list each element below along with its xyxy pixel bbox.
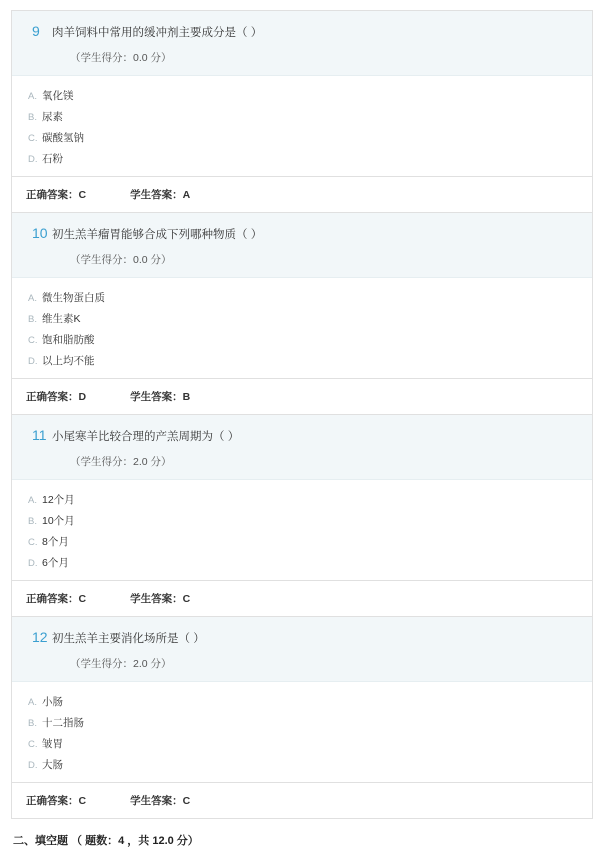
question-title-row: [26, 23, 578, 41]
option-text: 十二指肠: [42, 717, 84, 730]
option-text: 皱胃: [42, 738, 63, 751]
question-title-row: [26, 629, 578, 647]
question-text: 初生羔羊主要消化场所是（ ）: [52, 633, 205, 646]
option-letter: B.: [28, 314, 37, 326]
option-text: 以上均不能: [42, 355, 95, 368]
option-list: [12, 480, 592, 580]
option-letter: C.: [28, 739, 38, 751]
question-header: [12, 213, 592, 278]
option-text: 尿素: [42, 111, 63, 124]
question-header: [12, 11, 592, 76]
option-text: 小肠: [42, 696, 63, 709]
answer-row: [12, 176, 592, 212]
option-row[interactable]: [12, 510, 592, 531]
question-score: （学生得分：2.0 分）: [70, 456, 172, 469]
option-row[interactable]: [12, 350, 592, 371]
question-text: 小尾寒羊比较合理的产羔周期为（ ）: [52, 431, 240, 444]
option-list: [12, 278, 592, 378]
question-number: 12: [32, 629, 48, 646]
question-score: （学生得分：2.0 分）: [70, 658, 172, 671]
option-letter: D.: [28, 356, 38, 368]
option-letter: B.: [28, 516, 37, 528]
section-heading: 二、填空题 （ 题数：4 ，共 12.0 分）: [13, 835, 199, 848]
option-text: 大肠: [42, 759, 63, 772]
option-letter: C.: [28, 537, 38, 549]
option-letter: A.: [28, 697, 37, 709]
question-number: 10: [32, 225, 48, 242]
option-text: 6个月: [42, 557, 69, 570]
option-text: 维生素K: [42, 313, 81, 326]
option-text: 8个月: [42, 536, 69, 549]
question-list: [11, 10, 593, 819]
question-block: [12, 11, 592, 213]
question-block: [12, 415, 592, 617]
option-row[interactable]: [12, 85, 592, 106]
question-title-row: [26, 225, 578, 243]
student-answer: 学生答案：C: [130, 593, 191, 606]
option-row[interactable]: [12, 329, 592, 350]
question-text: 肉羊饲料中常用的缓冲剂主要成分是（ ）: [52, 27, 263, 39]
question-score: （学生得分：0.0 分）: [70, 254, 172, 267]
option-text: 微生物蛋白质: [42, 292, 105, 305]
question-header: [12, 415, 592, 480]
option-row[interactable]: [12, 127, 592, 148]
question-text: 初生羔羊瘤胃能够合成下列哪种物质（ ）: [52, 229, 263, 242]
option-text: 石粉: [42, 153, 63, 166]
option-letter: D.: [28, 558, 38, 570]
option-text: 碳酸氢钠: [42, 132, 84, 145]
option-row[interactable]: [12, 148, 592, 169]
option-letter: D.: [28, 154, 38, 166]
option-text: 饱和脂肪酸: [42, 334, 95, 347]
correct-answer: 正确答案：D: [26, 391, 87, 404]
option-row[interactable]: [12, 489, 592, 510]
option-row[interactable]: [12, 754, 592, 775]
option-letter: C.: [28, 335, 38, 347]
question-score: （学生得分：0.0 分）: [70, 52, 172, 65]
correct-answer: 正确答案：C: [26, 189, 87, 202]
question-block: [12, 617, 592, 819]
option-row[interactable]: [12, 287, 592, 308]
option-row[interactable]: [12, 712, 592, 733]
option-letter: B.: [28, 718, 37, 730]
question-number: 9: [32, 23, 40, 39]
option-letter: A.: [28, 495, 37, 507]
question-block: [12, 213, 592, 415]
option-text: 12个月: [42, 494, 75, 507]
option-letter: A.: [28, 91, 37, 103]
question-title-row: [26, 427, 578, 445]
correct-answer: 正确答案：C: [26, 593, 87, 606]
student-answer: 学生答案：A: [130, 189, 191, 202]
answer-row: [12, 580, 592, 616]
question-header: [12, 617, 592, 682]
question-number: 11: [32, 427, 47, 444]
student-answer: 学生答案：B: [130, 391, 191, 404]
correct-answer: 正确答案：C: [26, 795, 87, 808]
option-letter: D.: [28, 760, 38, 772]
option-list: [12, 76, 592, 176]
option-letter: C.: [28, 133, 38, 145]
student-answer: 学生答案：C: [130, 795, 191, 808]
answer-row: [12, 782, 592, 818]
option-text: 10个月: [42, 515, 75, 528]
option-row[interactable]: [12, 531, 592, 552]
option-letter: A.: [28, 293, 37, 305]
option-row[interactable]: [12, 106, 592, 127]
option-text: 氧化镁: [42, 90, 74, 103]
option-row[interactable]: [12, 733, 592, 754]
option-list: [12, 682, 592, 782]
answer-row: [12, 378, 592, 414]
option-row[interactable]: [12, 552, 592, 573]
option-row[interactable]: [12, 308, 592, 329]
option-row[interactable]: [12, 691, 592, 712]
option-letter: B.: [28, 112, 37, 124]
